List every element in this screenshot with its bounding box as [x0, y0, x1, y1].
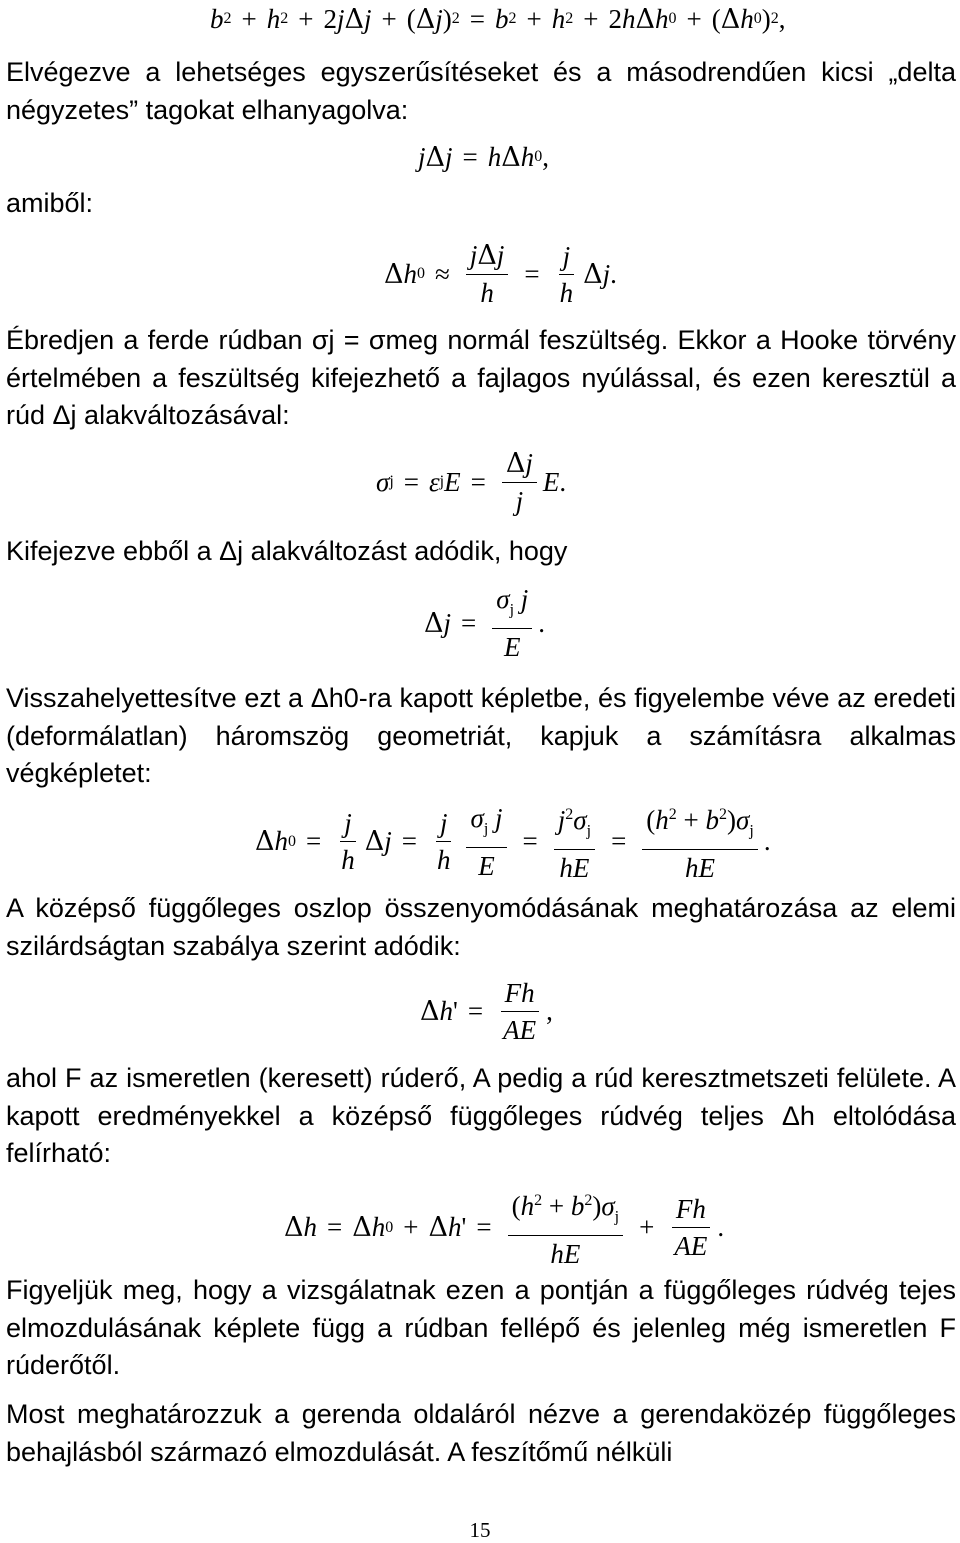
paragraph-kifejezve: Kifejezve ebből a Δj alakváltozást adódik, hogy [6, 536, 568, 566]
paragraph-most: Most meghatározzuk a gerenda oldaláról nézve a gerendaközép függőleges behajlásból származó elmozdulását. A feszítőmű nélküli [6, 1399, 956, 1467]
page-number: 15 [469, 1518, 491, 1542]
equation-4: Δ j = $\frac{\sigma_j j}{E}$ . [424, 584, 546, 663]
equation-6: Δ h ' = $\frac{Fh}{AE}$ , [420, 978, 553, 1045]
paragraph-hooke: Ébredjen a ferde rúdban σj = σmeg normál feszültség. Ekkor a Hooke törvény értelmében a feszültség kifejezhető a fajlagos nyúlással, és ezen keresztül a rúd Δj alakváltozásával: [6, 325, 956, 430]
equation-top: b 2 + h 2 + 2 j Δ j + ( Δ j ) 2 = b 2 + h 2 + 2 h Δ h 0 + ( Δ h 0 ) 2 , [210, 3, 786, 35]
paragraph-kozepso-oszlop: A középső függőleges oszlop összenyomódásának meghatározása az elemi szilárdságtan szabálya szerint adódik: [6, 893, 956, 961]
label-amibol: amiből: [6, 188, 94, 218]
paragraph-simplification: Elvégezve a lehetséges egyszerűsítéseket és a másodrendűen kicsi „delta négyzetes” tagokat elhanyagolva: [6, 57, 956, 125]
equation-1: j Δ j = h Δ h 0 , [418, 141, 550, 173]
equation-7: Δ h = Δ h 0 + Δ h ' = $\frac{(h^2 + b^2)\sigma_j}{hE}$ + $\frac{Fh}{AE}$ . [284, 1186, 724, 1269]
equation-2: Δ h 0 ≈ $\frac{\text{jΔj}}{h}$ = $\frac{j}{h}$ Δ j . [384, 240, 617, 308]
equation-5: Δ h 0 = $\frac{j}{h}$ Δ j = $\frac{j}{h}$ $\frac{\sigma_j j}{E}$ = $\frac{j^2\sigma_j}{hE}$ = $\frac{(h^2 + b^2)\sigma_j}{hE}$ . [255, 800, 771, 883]
paragraph-visszahelyettesitve: Visszahelyettesítve ezt a Δh0-ra kapott képletbe, és figyelembe véve az eredeti (deformálatlan) háromszög geometriát, kapjuk a számításra alkalmas végképletet: [6, 683, 956, 788]
equation-3: σ j = ε j E = $\frac{\Delta j}{j}$ E . [376, 448, 567, 516]
paragraph-figyeljuk: Figyeljük meg, hogy a vizsgálatnak ezen a pontján a függőleges rúdvég tejes elmozdulásának képlete függ a rúdban fellépő és jelenleg még ismeretlen F rúderőtől. [6, 1275, 956, 1380]
paragraph-ahol: ahol F az ismeretlen (keresett) rúderő, A pedig a rúd keresztmetszeti felülete. A kapott eredményekkel a középső függőleges rúdvég teljes Δh eltolódása felírható: [6, 1063, 956, 1168]
